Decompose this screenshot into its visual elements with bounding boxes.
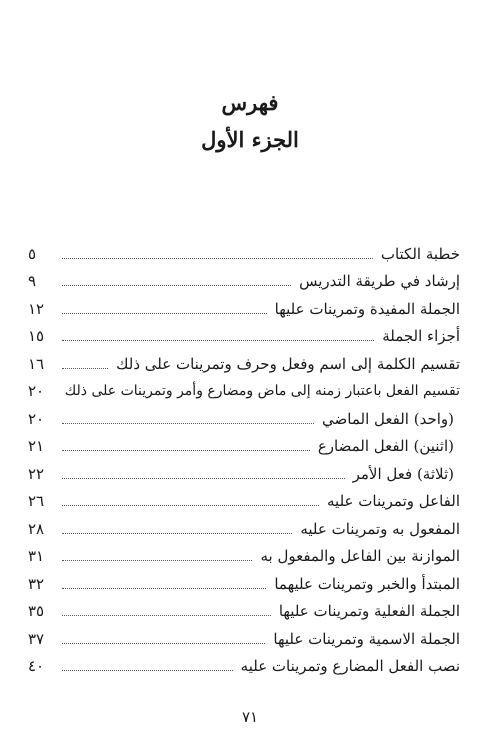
toc-entry xyxy=(28,625,460,653)
toc-entry xyxy=(28,488,460,516)
dot-leader xyxy=(62,504,319,506)
toc-entry-page: ٣٧ xyxy=(28,629,45,648)
toc-entry-title: تقسيم الكلمة إلى اسم وفعل وحرف وتمرينات على ذلك xyxy=(116,354,460,373)
toc-entry-title: (اثنين) الفعل المضارع xyxy=(317,437,454,456)
toc-entry-title: المفعول به وتمرينات عليه xyxy=(300,519,460,538)
toc-entry xyxy=(28,653,460,681)
dot-leader xyxy=(62,669,233,671)
toc-entry-page: ١٦ xyxy=(28,354,45,373)
toc-entry-title: الفاعل وتمرينات عليه xyxy=(327,492,460,511)
dot-leader xyxy=(62,477,345,479)
toc-entry-title: نصب الفعل المضارع وتمرينات عليه xyxy=(240,657,460,676)
dot-leader xyxy=(62,284,291,286)
part-title: الجزء الأول xyxy=(201,127,299,152)
toc-entry-title: الموازنة بين الفاعل والمفعول به xyxy=(260,547,460,566)
toc-entry-page: ١٢ xyxy=(28,299,45,318)
toc-entry xyxy=(28,268,460,296)
toc-entry-page: ٢٠ xyxy=(28,382,45,401)
toc-entry-title: أجزاء الجملة xyxy=(382,327,460,346)
toc-entry-page: ٥ xyxy=(28,244,37,263)
toc-entry xyxy=(28,598,460,626)
toc-entry-title: إرشاد في طريقة التدريس xyxy=(299,272,460,291)
toc-entry-page: ٢٨ xyxy=(28,519,45,538)
toc-entry xyxy=(28,515,460,543)
dot-leader xyxy=(62,449,310,451)
page-title: فهرس xyxy=(221,90,279,115)
dot-leader xyxy=(62,422,314,424)
toc-entry xyxy=(28,240,460,268)
toc-entry-page: ٣٢ xyxy=(28,574,45,593)
toc-entry xyxy=(28,570,460,598)
page-number: ٧١ xyxy=(241,708,259,726)
dot-leader xyxy=(62,339,374,341)
toc-entry-title: المبتدأ والخبر وتمرينات عليهما xyxy=(274,574,460,593)
toc-entry-page: ٣١ xyxy=(28,547,45,566)
toc-entry xyxy=(28,350,460,378)
toc-entry-page: ٢١ xyxy=(28,437,45,456)
toc-entry xyxy=(28,543,460,571)
toc-entry-page: ٢٠ xyxy=(28,409,45,428)
toc-entry xyxy=(28,405,460,433)
toc-entry-title: خطبة الكتاب xyxy=(380,244,460,263)
toc-entry xyxy=(28,433,460,461)
toc-entry-page: ٩ xyxy=(28,272,37,291)
toc-entry-page: ٢٢ xyxy=(28,464,45,483)
toc-entry-page: ١٥ xyxy=(28,327,45,346)
toc-entry-title: الجملة الفعلية وتمرينات عليها xyxy=(278,602,460,621)
dot-leader xyxy=(62,614,271,616)
toc-entry-title: (واحد) الفعل الماضي xyxy=(322,409,454,428)
dot-leader xyxy=(62,587,266,589)
toc-entry-title: (ثلاثة) فعل الأمر xyxy=(352,464,454,483)
dot-leader xyxy=(62,559,252,561)
table-of-contents xyxy=(28,240,460,680)
dot-leader xyxy=(62,257,373,259)
toc-entry xyxy=(28,460,460,488)
toc-entry-title: الجملة المفيدة وتمرينات عليها xyxy=(274,299,460,318)
toc-entry-title: الجملة الاسمية وتمرينات عليها xyxy=(273,629,460,648)
dot-leader xyxy=(62,312,267,314)
toc-entry-page: ٤٠ xyxy=(28,657,45,676)
toc-entry-page: ٢٦ xyxy=(28,492,45,511)
toc-entry xyxy=(28,323,460,351)
dot-leader xyxy=(62,532,292,534)
toc-entry xyxy=(28,378,460,406)
toc-entry-page: ٣٥ xyxy=(28,602,45,621)
toc-entry xyxy=(28,295,460,323)
toc-entry-title: تقسيم الفعل باعتبار زمنه إلى ماض ومضارع وأمر وتمرينات على ذلك xyxy=(64,383,460,400)
dot-leader xyxy=(62,367,108,369)
dot-leader xyxy=(62,642,265,644)
